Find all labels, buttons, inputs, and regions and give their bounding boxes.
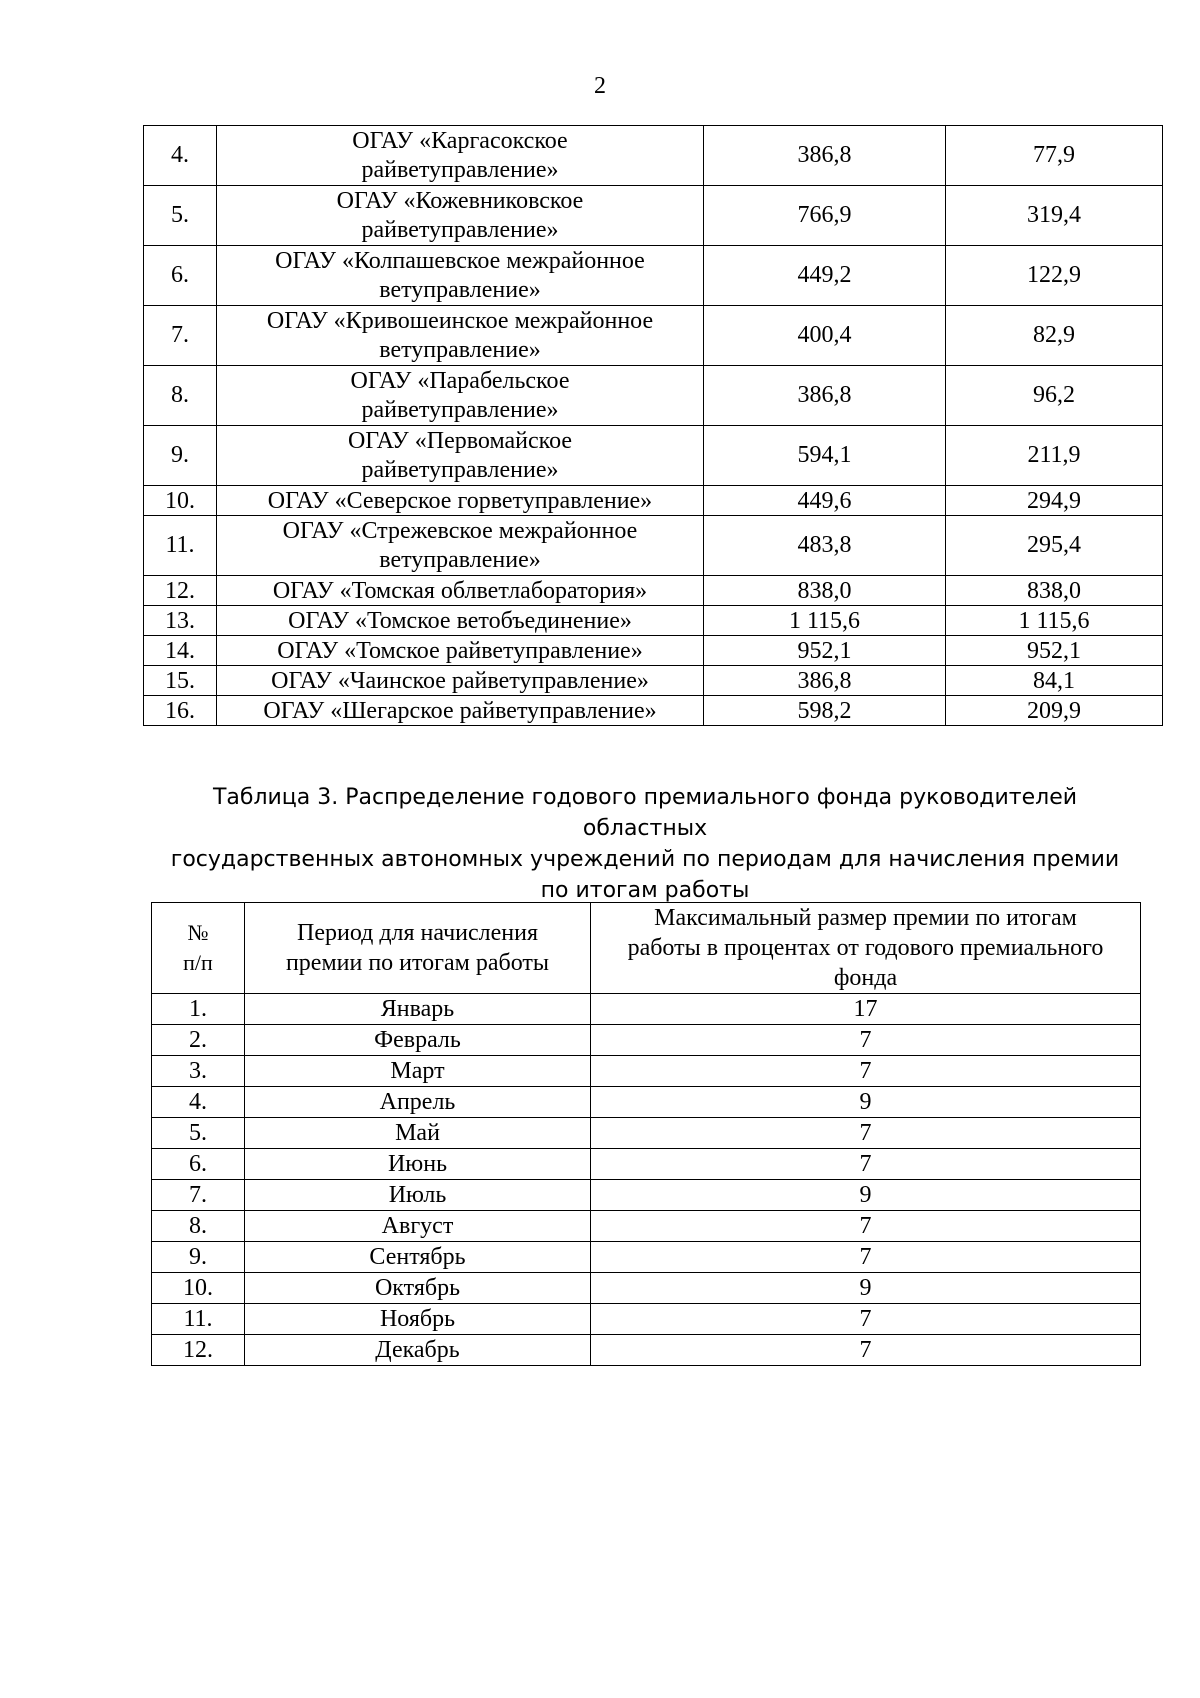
institution-name: ОГАУ «Кожевниковское райветуправление» (217, 186, 704, 246)
max-bonus-percent: 7 (591, 1335, 1141, 1366)
bonus-value: 96,2 (946, 366, 1163, 426)
fund-value: 386,8 (704, 126, 946, 186)
period-name: Июнь (245, 1149, 591, 1180)
row-number: 1. (152, 994, 245, 1025)
fund-value: 598,2 (704, 696, 946, 726)
table-row (144, 666, 1163, 696)
bonus-value: 294,9 (946, 486, 1163, 516)
table-row (144, 306, 1163, 366)
row-number: 8. (152, 1211, 245, 1242)
table-row (152, 1087, 1141, 1118)
table-row (152, 1304, 1141, 1335)
table-row (144, 606, 1163, 636)
row-number: 3. (152, 1056, 245, 1087)
institution-name: ОГАУ «Кривошеинское межрайонное ветуправление» (217, 306, 704, 366)
table-row (144, 636, 1163, 666)
max-bonus-percent: 7 (591, 1025, 1141, 1056)
bonus-value: 838,0 (946, 576, 1163, 606)
institution-name: ОГАУ «Первомайское райветуправление» (217, 426, 704, 486)
table-row (152, 994, 1141, 1025)
bonus-value: 209,9 (946, 696, 1163, 726)
bonus-value: 295,4 (946, 516, 1163, 576)
page-number: 2 (594, 73, 606, 99)
table-row (152, 1211, 1141, 1242)
max-bonus-percent: 7 (591, 1211, 1141, 1242)
institution-name: ОГАУ «Колпашевское межрайонное ветуправление» (217, 246, 704, 306)
bonus-value: 1 115,6 (946, 606, 1163, 636)
row-number: 8. (144, 366, 217, 426)
row-number: 9. (152, 1242, 245, 1273)
institution-name: ОГАУ «Томское ветобъединение» (217, 606, 704, 636)
fund-value: 766,9 (704, 186, 946, 246)
table-row (144, 186, 1163, 246)
period-name: Ноябрь (245, 1304, 591, 1335)
institution-name: ОГАУ «Парабельское райветуправление» (217, 366, 704, 426)
fund-value: 483,8 (704, 516, 946, 576)
table-row (152, 1149, 1141, 1180)
row-number: 14. (144, 636, 217, 666)
max-bonus-percent: 7 (591, 1149, 1141, 1180)
period-name: Июль (245, 1180, 591, 1211)
institutions-fund-table (143, 125, 1163, 726)
row-number: 4. (152, 1087, 245, 1118)
fund-value: 449,6 (704, 486, 946, 516)
institution-name: ОГАУ «Каргасокское райветуправление» (217, 126, 704, 186)
row-number: 4. (144, 126, 217, 186)
max-bonus-percent: 9 (591, 1180, 1141, 1211)
period-name: Август (245, 1211, 591, 1242)
header-max-bonus: Максимальный размер премии по итогам работы в процентах от годового премиального фонда (591, 903, 1141, 994)
row-number: 7. (152, 1180, 245, 1211)
max-bonus-percent: 9 (591, 1273, 1141, 1304)
period-name: Декабрь (245, 1335, 591, 1366)
table-row (144, 516, 1163, 576)
table-row (144, 696, 1163, 726)
period-name: Октябрь (245, 1273, 591, 1304)
row-number: 6. (152, 1149, 245, 1180)
period-name: Март (245, 1056, 591, 1087)
fund-value: 838,0 (704, 576, 946, 606)
max-bonus-percent: 7 (591, 1242, 1141, 1273)
row-number: 16. (144, 696, 217, 726)
bonus-value: 319,4 (946, 186, 1163, 246)
row-number: 12. (152, 1335, 245, 1366)
table-row (152, 1056, 1141, 1087)
row-number: 10. (144, 486, 217, 516)
table-row (144, 576, 1163, 606)
table-row (152, 1273, 1141, 1304)
fund-value: 952,1 (704, 636, 946, 666)
bonus-value: 77,9 (946, 126, 1163, 186)
table-row (152, 1242, 1141, 1273)
row-number: 5. (144, 186, 217, 246)
row-number: 5. (152, 1118, 245, 1149)
institution-name: ОГАУ «Стрежевское межрайонное ветуправление» (217, 516, 704, 576)
period-name: Апрель (245, 1087, 591, 1118)
max-bonus-percent: 7 (591, 1056, 1141, 1087)
institution-name: ОГАУ «Томская облветлаборатория» (217, 576, 704, 606)
max-bonus-percent: 17 (591, 994, 1141, 1025)
fund-value: 386,8 (704, 366, 946, 426)
bonus-value: 84,1 (946, 666, 1163, 696)
row-number: 11. (152, 1304, 245, 1335)
institution-name: ОГАУ «Северское горветуправление» (217, 486, 704, 516)
row-number: 15. (144, 666, 217, 696)
fund-value: 594,1 (704, 426, 946, 486)
row-number: 13. (144, 606, 217, 636)
table-row (152, 1335, 1141, 1366)
institution-name: ОГАУ «Шегарское райветуправление» (217, 696, 704, 726)
bonus-value: 82,9 (946, 306, 1163, 366)
table-row (144, 366, 1163, 426)
table-row (144, 126, 1163, 186)
period-name: Сентябрь (245, 1242, 591, 1273)
fund-value: 1 115,6 (704, 606, 946, 636)
bonus-distribution-table (151, 902, 1141, 1366)
table-row (144, 246, 1163, 306)
table-row (144, 486, 1163, 516)
row-number: 2. (152, 1025, 245, 1056)
table-row (152, 1025, 1141, 1056)
row-number: 6. (144, 246, 217, 306)
bonus-value: 952,1 (946, 636, 1163, 666)
row-number: 12. (144, 576, 217, 606)
header-number: № п/п (152, 903, 245, 994)
institution-name: ОГАУ «Томское райветуправление» (217, 636, 704, 666)
row-number: 11. (144, 516, 217, 576)
max-bonus-percent: 7 (591, 1304, 1141, 1335)
max-bonus-percent: 9 (591, 1087, 1141, 1118)
table-row (152, 1118, 1141, 1149)
fund-value: 400,4 (704, 306, 946, 366)
period-name: Май (245, 1118, 591, 1149)
bonus-value: 122,9 (946, 246, 1163, 306)
table-3-caption: Таблица 3. Распределение годового премиального фонда руководителей областных государственных автономных учреждений по периодам для начисления премии по итогам работы (170, 785, 1120, 903)
row-number: 9. (144, 426, 217, 486)
table-row (152, 1180, 1141, 1211)
table-header-row (152, 903, 1141, 994)
fund-value: 386,8 (704, 666, 946, 696)
max-bonus-percent: 7 (591, 1118, 1141, 1149)
row-number: 10. (152, 1273, 245, 1304)
table-row (144, 426, 1163, 486)
period-name: Январь (245, 994, 591, 1025)
header-period: Период для начисления премии по итогам работы (245, 903, 591, 994)
fund-value: 449,2 (704, 246, 946, 306)
bonus-value: 211,9 (946, 426, 1163, 486)
period-name: Февраль (245, 1025, 591, 1056)
institution-name: ОГАУ «Чаинское райветуправление» (217, 666, 704, 696)
row-number: 7. (144, 306, 217, 366)
